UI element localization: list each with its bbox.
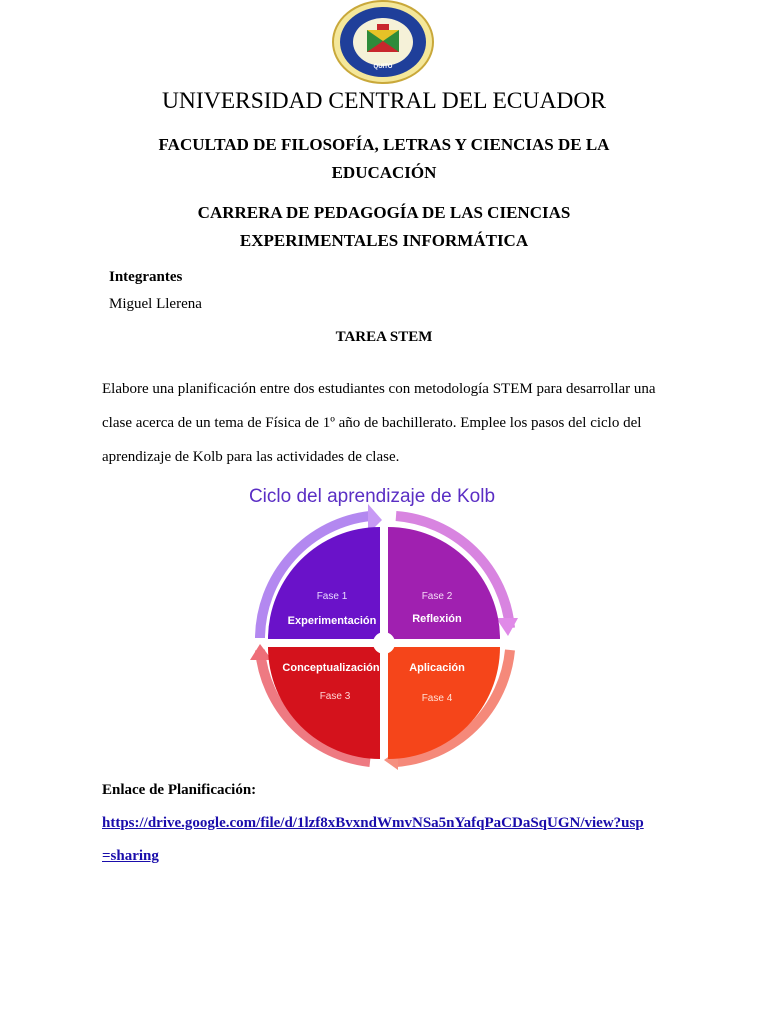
member-name: Miguel Llerena bbox=[109, 296, 202, 312]
planning-link-line2[interactable]: =sharing bbox=[102, 848, 159, 864]
career-title-line2: EXPERIMENTALES INFORMÁTICA bbox=[239, 231, 529, 250]
task-paragraph-line1: Elabore una planificación entre dos estudiantes con metodología STEM para desarrollar una bbox=[102, 381, 656, 397]
kolb-cycle-diagram bbox=[246, 478, 526, 772]
faculty-title-line2: EDUCACIÓN bbox=[331, 163, 437, 182]
phase2-name: Reflexión bbox=[412, 613, 462, 625]
phase2-label: Fase 2 bbox=[421, 591, 453, 602]
phase1-name: Experimentación bbox=[287, 615, 377, 627]
university-title: UNIVERSIDAD CENTRAL DEL ECUADOR bbox=[161, 88, 607, 114]
planning-link-line1[interactable]: https://drive.google.com/file/d/1lzf8xBvxndWmvNSa5nYafqPaCDaSqUGN/view?usp bbox=[102, 815, 644, 831]
link-section-heading: Enlace de Planificación: bbox=[102, 782, 257, 798]
faculty-title-line1: FACULTAD DE FILOSOFÍA, LETRAS Y CIENCIAS DE LA bbox=[158, 135, 610, 154]
seal-bottom-text: QUITO bbox=[373, 64, 393, 70]
phase4-name: Aplicación bbox=[409, 662, 465, 674]
university-seal bbox=[331, 0, 435, 84]
task-paragraph-line3: aprendizaje de Kolb para las actividades de clase. bbox=[102, 449, 400, 465]
phase4-label: Fase 4 bbox=[421, 693, 453, 704]
phase3-label: Fase 3 bbox=[319, 691, 351, 702]
members-heading: Integrantes bbox=[109, 269, 183, 285]
phase1-label: Fase 1 bbox=[316, 591, 348, 602]
task-title: TAREA STEM bbox=[335, 329, 433, 345]
kolb-title: Ciclo del aprendizaje de Kolb bbox=[248, 486, 496, 507]
task-paragraph-line2: clase acerca de un tema de Física de 1º año de bachillerato. Emplee los pasos del ciclo del bbox=[102, 415, 642, 431]
career-title-line1: CARRERA DE PEDAGOGÍA DE LAS CIENCIAS bbox=[197, 203, 571, 222]
diagram-center-dot bbox=[373, 632, 395, 654]
phase3-name: Conceptualización bbox=[282, 662, 380, 674]
